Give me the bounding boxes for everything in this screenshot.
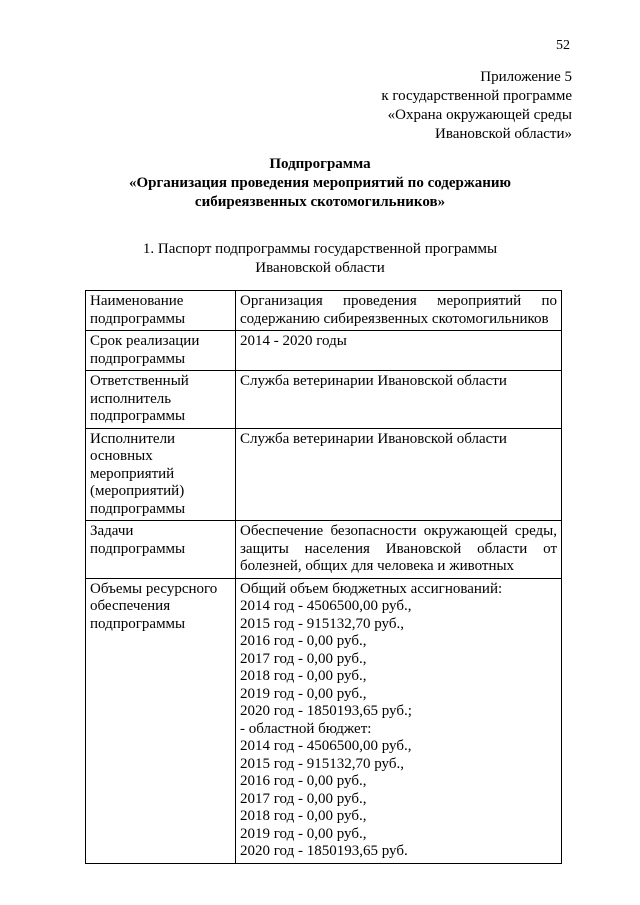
- passport-title-line: 1. Паспорт подпрограммы государственной программы: [142, 241, 498, 257]
- table-row: [86, 578, 562, 863]
- value-cell: [236, 578, 562, 863]
- value-text: 2015 год - 915132,70 руб.,: [240, 755, 404, 772]
- label-cell: [86, 521, 236, 579]
- label-text: подпрограммы: [90, 540, 186, 557]
- subprogram-title: [0, 155, 640, 212]
- value-text: Служба ветеринарии Ивановской области: [240, 430, 507, 447]
- subprogram-title-line: «Организация проведения мероприятий по содержанию: [128, 175, 512, 191]
- value-text: 2018 год - 0,00 руб.,: [240, 808, 367, 824]
- label-text: Срок реализации: [90, 333, 200, 349]
- passport-title: [0, 240, 640, 278]
- label-text: основных: [90, 448, 153, 464]
- value-text: 2020 год - 1850193,65 руб.;: [240, 703, 412, 719]
- value-text: 2020 год - 1850193,65 руб.: [240, 843, 408, 859]
- value-text: 2017 год - 0,00 руб.,: [240, 790, 367, 807]
- label-text: Исполнители: [90, 430, 176, 447]
- value-text: 2014 год - 4506500,00 руб.,: [240, 738, 412, 754]
- value-text: 2017 год - 0,00 руб.,: [240, 650, 367, 667]
- subprogram-title-line: сибиреязвенных скотомогильников»: [194, 194, 446, 210]
- table-row: [86, 521, 562, 579]
- label-text: подпрограммы: [90, 350, 186, 367]
- value-text: 2016 год - 0,00 руб.,: [240, 773, 367, 789]
- value-cell: [236, 428, 562, 521]
- value-text: Общий объем бюджетных ассигнований:: [240, 580, 503, 597]
- table-row: [86, 331, 562, 371]
- label-text: подпрограммы: [90, 310, 186, 327]
- label-cell: [86, 578, 236, 863]
- value-text: Обеспечение безопасности окружающей среды, защиты населения Ивановской области от болезней, общих для человека и животных: [240, 523, 557, 574]
- value-text: 2016 год - 0,00 руб.,: [240, 633, 367, 649]
- page-number: 52: [556, 38, 570, 53]
- value-cell: [236, 331, 562, 371]
- label-text: мероприятий: [90, 465, 175, 482]
- value-text: 2018 год - 0,00 руб.,: [240, 668, 367, 684]
- value-text: 2014 - 2020 годы: [240, 333, 347, 349]
- label-cell: [86, 428, 236, 521]
- table-row: [86, 428, 562, 521]
- label-cell: [86, 331, 236, 371]
- appendix-line: Приложение 5: [480, 69, 572, 85]
- label-cell: [86, 371, 236, 429]
- value-text: 2015 год - 915132,70 руб.,: [240, 615, 404, 632]
- value-text: - областной бюджет:: [240, 720, 372, 737]
- label-text: обеспечения: [90, 598, 171, 614]
- passport-title-line: Ивановской области: [255, 260, 385, 276]
- value-text: 2019 год - 0,00 руб.,: [240, 825, 367, 842]
- value-text: Организация проведения мероприятий по содержанию сибиреязвенных скотомогильников: [240, 293, 557, 327]
- table-row: [86, 371, 562, 429]
- passport-table: [85, 290, 562, 864]
- label-text: Наименование: [90, 293, 184, 309]
- value-text: 2019 год - 0,00 руб.,: [240, 685, 367, 702]
- label-cell: [86, 291, 236, 331]
- value-cell: [236, 371, 562, 429]
- label-text: Объемы ресурсного: [90, 580, 218, 597]
- appendix-block: [381, 68, 572, 144]
- subprogram-heading: Подпрограмма: [269, 156, 371, 172]
- appendix-line: Ивановской области»: [435, 126, 572, 142]
- value-text: Служба ветеринарии Ивановской области: [240, 373, 507, 389]
- label-text: исполнитель: [90, 390, 172, 407]
- label-text: подпрограммы: [90, 408, 186, 424]
- value-text: 2014 год - 4506500,00 руб.,: [240, 598, 412, 614]
- label-text: подпрограммы: [90, 500, 186, 517]
- appendix-line: «Охрана окружающей среды: [387, 107, 572, 123]
- label-text: (мероприятий): [90, 483, 185, 499]
- appendix-line: к государственной программе: [381, 88, 572, 104]
- table-row: [86, 291, 562, 331]
- value-cell: [236, 521, 562, 579]
- label-text: Ответственный: [90, 373, 189, 389]
- label-text: Задачи: [90, 523, 134, 539]
- label-text: подпрограммы: [90, 615, 186, 632]
- value-cell: [236, 291, 562, 331]
